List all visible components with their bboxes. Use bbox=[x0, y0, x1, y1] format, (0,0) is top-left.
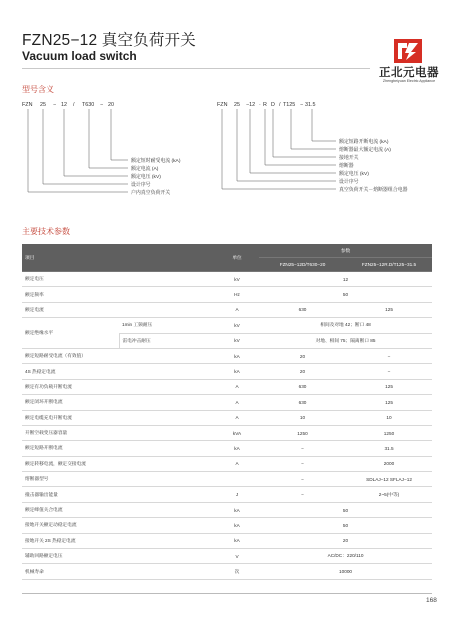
right-label-earthing-switch: 接地开关 bbox=[339, 155, 359, 161]
model-section-heading: 型号含义 bbox=[22, 85, 54, 94]
right-code-r: R bbox=[263, 102, 267, 108]
row-item: 额定频率 bbox=[22, 287, 215, 302]
header-params: 参数 bbox=[259, 244, 432, 258]
row-value-b: − bbox=[346, 348, 432, 363]
row-value-b: − bbox=[346, 364, 432, 379]
spec-section-heading: 主要技术参数 bbox=[22, 227, 70, 236]
row-unit: kA bbox=[215, 502, 259, 517]
row-unit: kVA bbox=[215, 425, 259, 440]
left-code-20: 20 bbox=[108, 102, 114, 108]
row-item: 机械寿命 bbox=[22, 564, 215, 579]
row-unit: kA bbox=[215, 518, 259, 533]
row-unit: kA bbox=[215, 348, 259, 363]
row-item: 额定峰值关合电流 bbox=[22, 502, 215, 517]
left-label-short-time-current: 额定短时耐受电流 (kA) bbox=[131, 158, 181, 164]
row-unit: A bbox=[215, 379, 259, 394]
row-item: 额定有功负载开断电流 bbox=[22, 379, 215, 394]
row-item: 额定转移电流，额定交接电流 bbox=[22, 456, 215, 471]
spec-table bbox=[22, 244, 432, 580]
table-row bbox=[22, 395, 432, 410]
table-row bbox=[22, 425, 432, 440]
row-unit: kA bbox=[215, 441, 259, 456]
row-value: 50 bbox=[259, 518, 432, 533]
logo-name-cn: 正北元电器 bbox=[379, 67, 439, 79]
footer-rule bbox=[22, 593, 432, 594]
row-value: AC/DC：220/110 bbox=[259, 549, 432, 564]
row-value-b: 2~5(中等) bbox=[346, 487, 432, 502]
row-item: 额定短路开断电流 bbox=[22, 441, 215, 456]
model-meaning-diagram bbox=[0, 0, 468, 240]
row-value-b: 125 bbox=[346, 379, 432, 394]
row-unit: A bbox=[215, 456, 259, 471]
table-row bbox=[22, 502, 432, 517]
row-value: 对地、相间 75；隔离断口 85 bbox=[259, 333, 432, 348]
row-value-b: 125 bbox=[346, 302, 432, 317]
row-unit: Hz bbox=[215, 287, 259, 302]
row-value-a: 630 bbox=[259, 302, 346, 317]
row-item: 开断空载变压器容量 bbox=[22, 425, 215, 440]
row-unit: V bbox=[215, 549, 259, 564]
right-code-t125: T125 bbox=[283, 102, 296, 108]
row-value-a: 10 bbox=[259, 410, 346, 425]
table-row bbox=[22, 348, 432, 363]
table-row bbox=[22, 364, 432, 379]
table-header-row bbox=[22, 244, 432, 258]
table-row bbox=[22, 487, 432, 502]
right-code-25: 25 bbox=[234, 102, 240, 108]
row-value-a: 630 bbox=[259, 395, 346, 410]
left-code-dash2: − bbox=[100, 102, 104, 108]
row-value: 50 bbox=[259, 502, 432, 517]
row-item: 额定电流 bbox=[22, 302, 215, 317]
row-unit bbox=[215, 472, 259, 487]
table-row bbox=[22, 287, 432, 302]
row-unit: A bbox=[215, 302, 259, 317]
row-item: 额定闭环开断电流 bbox=[22, 395, 215, 410]
row-value-b: 10 bbox=[346, 410, 432, 425]
row-value: 相间及对地 42；断口 48 bbox=[259, 318, 432, 333]
table-row bbox=[22, 379, 432, 394]
row-value-b: 1250 bbox=[346, 425, 432, 440]
row-value-b: SDLAJ−12 SFLAJ−12 bbox=[346, 472, 432, 487]
row-value-a: − bbox=[259, 472, 346, 487]
left-label-indoor-switch: 户内真空负荷开关 bbox=[131, 190, 171, 196]
row-item: 额定电缆充电开断电流 bbox=[22, 410, 215, 425]
row-unit: kV bbox=[215, 318, 259, 333]
right-label-fuse-max-current: 熔断器最大额定电流 (A) bbox=[339, 147, 391, 153]
right-label-combination: 真空负荷开关－熔断器组合电器 bbox=[339, 187, 408, 193]
row-unit: kV bbox=[215, 272, 259, 287]
row-value: 10000 bbox=[259, 564, 432, 579]
header-model-b: FZN25−12R.D/T125−31.5 bbox=[346, 258, 432, 272]
table-row bbox=[22, 318, 432, 333]
right-code-dash: − bbox=[300, 102, 304, 108]
table-row bbox=[22, 549, 432, 564]
table-row bbox=[22, 472, 432, 487]
row-unit: 次 bbox=[215, 564, 259, 579]
row-value-a: 1250 bbox=[259, 425, 346, 440]
header-unit: 单位 bbox=[215, 244, 259, 272]
left-code-12: 12 bbox=[61, 102, 67, 108]
table-row bbox=[22, 533, 432, 548]
row-value: 50 bbox=[259, 287, 432, 302]
row-sub-item: 雷电冲击耐压 bbox=[119, 333, 215, 348]
left-leader-lines bbox=[28, 109, 128, 192]
row-sub-item: 1min 工频耐压 bbox=[119, 318, 215, 333]
row-value-a: 20 bbox=[259, 348, 346, 363]
row-value-b: 2000 bbox=[346, 456, 432, 471]
table-row bbox=[22, 518, 432, 533]
row-unit: J bbox=[215, 487, 259, 502]
row-item: 接地开关额定动稳定电流 bbox=[22, 518, 215, 533]
row-item: 撞击器输出能量 bbox=[22, 487, 215, 502]
row-item: 辅助回路额定电压 bbox=[22, 549, 215, 564]
right-code-dot: · bbox=[259, 102, 261, 108]
row-item: 接地开关 2S 热稳定电流 bbox=[22, 533, 215, 548]
row-value-a: − bbox=[259, 441, 346, 456]
right-label-fuse: 熔断器 bbox=[339, 163, 354, 169]
row-value-b: 31.5 bbox=[346, 441, 432, 456]
row-unit: kA bbox=[215, 533, 259, 548]
right-label-design-number: 设计序号 bbox=[339, 179, 359, 185]
left-label-rated-voltage: 额定电压 (kV) bbox=[131, 174, 161, 180]
row-value: 12 bbox=[259, 272, 432, 287]
header-item: 项目 bbox=[22, 244, 215, 272]
left-code-t630: T630 bbox=[82, 102, 95, 108]
row-value: 20 bbox=[259, 533, 432, 548]
right-code-31-5: 31.5 bbox=[305, 102, 316, 108]
row-value-a: 630 bbox=[259, 379, 346, 394]
row-unit: kA bbox=[215, 364, 259, 379]
row-item: 额定绝缘水平 bbox=[22, 318, 119, 349]
table-row bbox=[22, 272, 432, 287]
logo-name-en: Zhengbeiyuan Electric Appliance bbox=[382, 79, 436, 83]
left-code-fzn: FZN bbox=[22, 102, 33, 108]
row-unit: kV bbox=[215, 333, 259, 348]
right-code-d: D bbox=[271, 102, 275, 108]
row-value-a: − bbox=[259, 487, 346, 502]
row-item: 熔断器型号 bbox=[22, 472, 215, 487]
table-row bbox=[22, 456, 432, 471]
left-label-rated-current: 额定电流 (A) bbox=[131, 166, 159, 172]
right-code-slash: / bbox=[279, 102, 281, 108]
right-leader-lines bbox=[222, 109, 336, 189]
right-code-fzn: FZN bbox=[217, 102, 228, 108]
right-label-rated-voltage: 额定电压 (kV) bbox=[339, 171, 369, 177]
left-code-25: 25 bbox=[40, 102, 46, 108]
left-code-slash: / bbox=[73, 102, 75, 108]
page-number: 168 bbox=[426, 597, 437, 604]
right-label-breaking-current: 额定短路开断电流 (kA) bbox=[339, 139, 389, 145]
table-row bbox=[22, 564, 432, 579]
page-title-en: Vacuum load switch bbox=[22, 49, 137, 63]
table-row bbox=[22, 410, 432, 425]
left-label-design-number: 设计序号 bbox=[131, 182, 151, 188]
row-value-b: 125 bbox=[346, 395, 432, 410]
row-value-a: − bbox=[259, 456, 346, 471]
row-value-a: 20 bbox=[259, 364, 346, 379]
header-model-a: FZN25−12D/T630−20 bbox=[259, 258, 346, 272]
row-item: 额定短路耐受电流（有效值） bbox=[22, 348, 215, 363]
page-title-cn: FZN25−12 真空负荷开关 bbox=[22, 32, 196, 49]
row-unit: A bbox=[215, 395, 259, 410]
table-row bbox=[22, 441, 432, 456]
row-item: 额定电压 bbox=[22, 272, 215, 287]
row-item: 4S 热稳定电流 bbox=[22, 364, 215, 379]
row-unit: A bbox=[215, 410, 259, 425]
left-code-dash1: − bbox=[53, 102, 57, 108]
right-code-12: −12 bbox=[246, 102, 256, 108]
table-row bbox=[22, 302, 432, 317]
